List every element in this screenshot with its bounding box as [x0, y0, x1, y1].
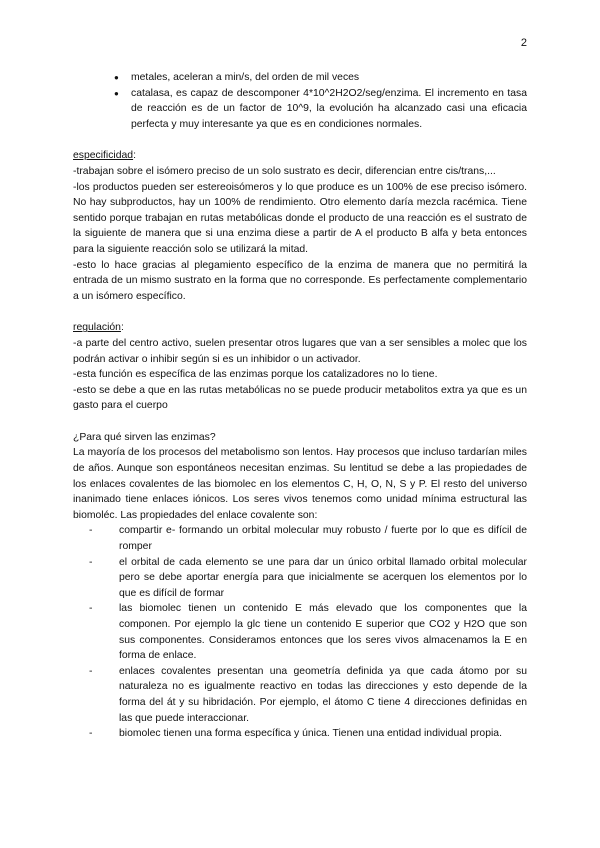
dash-item: - el orbital de cada elemento se une para dar un único orbital llamado orbital molecular pero se debe aportar energía para que inicialmente se acerquen los elementos por lo que es difícil de formar — [119, 555, 527, 602]
paragraph: -a parte del centro activo, suelen presentar otros lugares que van a ser sensibles a molec que los podrán activar o inhibir según si es un inhibidor o un activador. — [73, 337, 527, 365]
page-number: 2 — [520, 37, 527, 49]
bullet-item: ● catalasa, es capaz de descomponer 4*10^2H2O2/seg/enzima. El incremento en tasa de reacción es de un factor de 10^9, la evolución ha alcanzado casi una eficacia perfecta y muy interesante ya que es en condiciones normales. — [131, 86, 527, 133]
paragraph: -trabajan sobre el isómero preciso de un solo sustrato es decir, diferencian entre cis/trans,... — [73, 165, 496, 177]
section-especificidad — [73, 148, 527, 304]
section-title: regulación — [73, 322, 121, 334]
dash-item: - las biomolec tienen un contenido E más elevado que los componentes que la componen. Por ejemplo la glc tiene un contenido E superior que CO2 y H2O que son sus componentes. Consideramos entonces que los seres vivos almacenamos la E en forma de enlace. — [119, 601, 527, 663]
section-heading: regulación: — [73, 322, 124, 334]
paragraph: -esto lo hace gracias al plegamiento específico de la enzima de manera que no permitirá la entrada de un mismo sustrato en la forma que no corresponde. Es perfectamente complementario a un isómero específico. — [73, 259, 527, 302]
dash-item: - compartir e- formando un orbital molecular muy robusto / fuerte por lo que es difícil de romper — [119, 523, 527, 554]
dash-item: - enlaces covalentes presentan una geometría definida ya que cada átomo por su naturaleza no es igualmente reactivo en todas las direcciones y esto depende de la forma del át y su hibridación. Por ejemplo, el átomo C tiene 4 direcciones definidas en las que puede interaccionar. — [119, 664, 527, 726]
bullet-item: ● metales, aceleran a min/s, del orden de mil veces — [131, 70, 527, 86]
dash-list — [73, 523, 527, 741]
section-heading: especificidad: — [73, 150, 136, 162]
document-body — [73, 70, 527, 742]
section-title: especificidad — [73, 150, 134, 162]
paragraph: -esta función es específica de las enzimas porque los catalizadores no lo tiene. — [73, 369, 438, 381]
section-para-que — [73, 430, 527, 742]
paragraph: La mayoría de los procesos del metabolismo son lentos. Hay procesos que incluso tardarían miles de años. Aunque son espontáneos necesitan enzimas. Su lentitud se debe a las propiedades de los enlaces covalentes de las biomolec en los elementos C, H, O, N, S y P. El resto del universo inanimado tiene enlaces iónicos. Los seres vivos tenemos como unidad mínima estructural las biomoléc. Las propiedades del enlace covalente son: — [73, 447, 527, 521]
bullet-list — [73, 70, 527, 132]
paragraph: -esto se debe a que en las rutas metabólicas no se puede producir metabolitos extra ya que es un gasto para el cuerpo — [73, 384, 527, 412]
paragraph: -los productos pueden ser estereoisómeros y lo que produce es un 100% de ese preciso isómero. No hay subproductos, hay un 100% de rendimiento. Otro elemento daría mezcla racémica. Tiene sentido porque trabajan en rutas metabólicas donde el producto de una reacción es el sustrato de la siguiente de manera que si una enzima diese a partir de A el producto B alfa y beta entonces para la siguiente reacción solo se utilizará la mitad. — [73, 181, 527, 255]
section-regulacion — [73, 320, 527, 414]
section-question: ¿Para qué sirven las enzimas? — [73, 431, 216, 443]
dash-item: - biomolec tienen una forma específica y única. Tienen una entidad individual propia. — [119, 726, 527, 742]
